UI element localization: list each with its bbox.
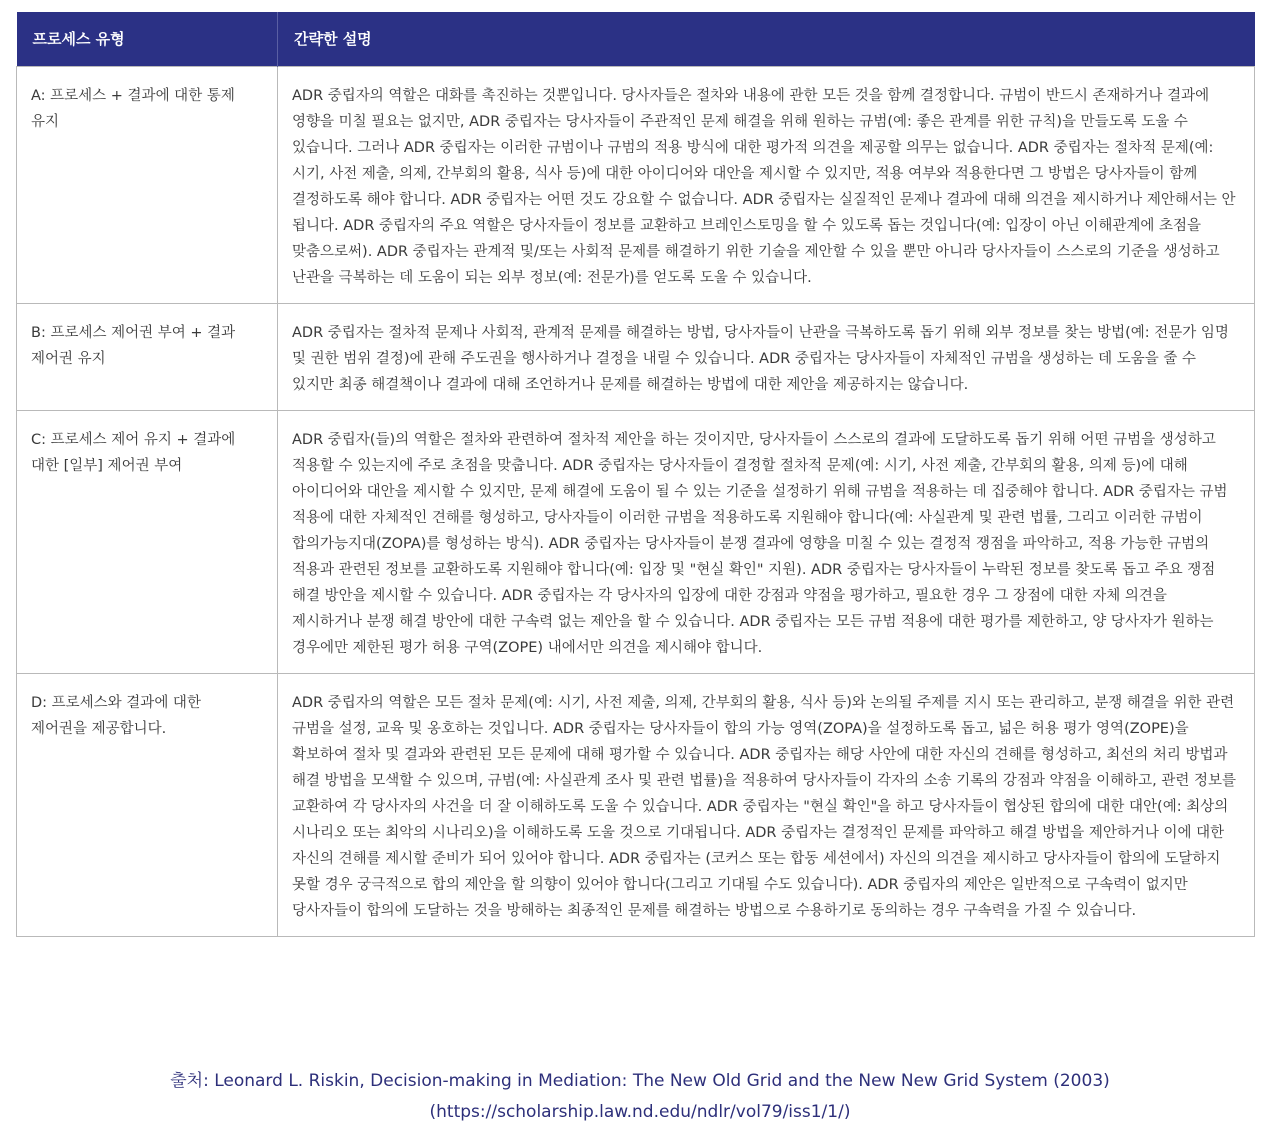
table-header-row	[17, 12, 1255, 66]
process-type-cell: D: 프로세스와 결과에 대한 제어권을 제공합니다.	[17, 673, 278, 936]
source-label: 출처	[170, 1071, 204, 1091]
process-type-cell: A: 프로세스 + 결과에 대한 통제 유지	[17, 66, 278, 303]
table-body	[17, 66, 1255, 936]
description-cell: ADR 중립자(들)의 역할은 절차와 관련하여 절차적 제안을 하는 것이지만, 당사자들이 스스로의 결과에 도달하도록 돕기 위해 어떤 규범을 생성하고 적용할 수 있는지에 주로 초점을 맞춥니다. ADR 중립자는 당사자들이 결정할 절차적 문제(예: 시기, 사전 제출, 간부회의 활용, 의제 등)에 대해 아이디어와 대안을 제시할 수 있지만, 문제 해결에 도움이 될 수 있는 기준을 설정하기 위해 규범을 적용하는 데 집중해야 합니다. ADR 중립자는 규범 적용에 대한 자체적인 견해를 형성하고, 당사자들이 이러한 규범을 적용하도록 지원해야 합니다(예: 사실관계 및 관련 법률, 그리고 이러한 규범이 합의가능지대(ZOPA)를 형성하는 방식). ADR 중립자는 당사자들이 분쟁 결과에 영향을 미칠 수 있는 결정적 쟁점을 파악하고, 적용 가능한 규범의 적용과 관련된 정보를 교환하도록 지원해야 합니다(예: 입장 및 "현실 확인" 지원). ADR 중립자는 당사자들이 누락된 정보를 찾도록 돕고 주요 쟁점 해결 방안을 제시할 수 있습니다. ADR 중립자는 각 당사자의 입장에 대한 강점과 약점을 평가하고, 필요한 경우 그 장점에 대한 자체 의견을 제시하거나 분쟁 해결 방안에 대한 구속력 없는 제안을 할 수 있습니다. ADR 중립자는 모든 규범 적용에 대한 평가를 제한하고, 양 당사자가 원하는 경우에만 제한된 평가 허용 구역(ZOPE) 내에서만 의견을 제시해야 합니다.	[278, 410, 1255, 673]
process-type-table	[16, 12, 1255, 937]
table-row	[17, 66, 1255, 303]
column-header-process-type: 프로세스 유형	[17, 12, 278, 66]
table-header	[17, 12, 1255, 66]
description-cell: ADR 중립자의 역할은 대화를 촉진하는 것뿐입니다. 당사자들은 절차와 내용에 관한 모든 것을 함께 결정합니다. 규범이 반드시 존재하거나 결과에 영향을 미칠 필요는 없지만, ADR 중립자는 당사자들이 주관적인 문제 해결을 위해 원하는 규범(예: 좋은 관계를 위한 규칙)을 만들도록 도울 수 있습니다. 그러나 ADR 중립자는 이러한 규범이나 규범의 적용 방식에 대한 평가적 의견을 제공할 의무는 없습니다. ADR 중립자는 절차적 문제(예: 시기, 사전 제출, 의제, 간부회의 활용, 식사 등)에 대한 아이디어와 대안을 제시할 수 있지만, 적용 여부와 적용한다면 그 방법은 당사자들이 함께 결정하도록 해야 합니다. ADR 중립자는 어떤 것도 강요할 수 없습니다. ADR 중립자는 실질적인 문제나 결과에 대해 의견을 제시하거나 제안해서는 안 됩니다. ADR 중립자의 주요 역할은 당사자들이 정보를 교환하고 브레인스토밍을 할 수 있도록 돕는 것입니다(예: 입장이 아닌 이해관계에 초점을 맞춤으로써). ADR 중립자는 관계적 및/또는 사회적 문제를 해결하기 위한 기술을 제안할 수 있을 뿐만 아니라 당사자들이 스스로의 기준을 생성하고 난관을 극복하는 데 도움이 되는 외부 정보(예: 전문가)를 얻도록 도울 수 있습니다.	[278, 66, 1255, 303]
column-header-description: 간략한 설명	[278, 12, 1255, 66]
table-row	[17, 303, 1255, 410]
table-row	[17, 673, 1255, 936]
description-cell: ADR 중립자는 절차적 문제나 사회적, 관계적 문제를 해결하는 방법, 당사자들이 난관을 극복하도록 돕기 위해 외부 정보를 찾는 방법(예: 전문가 임명 및 권한 범위 결정)에 관해 주도권을 행사하거나 결정을 내릴 수 있습니다. ADR 중립자는 당사자들이 자체적인 규범을 생성하는 데 도움을 줄 수 있지만 최종 해결책이나 결과에 대해 조언하거나 문제를 해결하는 방법에 대한 제안을 제공하지는 않습니다.	[278, 303, 1255, 410]
process-type-cell: C: 프로세스 제어 유지 + 결과에 대한 [일부] 제어권 부여	[17, 410, 278, 673]
source-citation	[0, 1066, 1280, 1128]
source-reference: : Leonard L. Riskin, Decision-making in Mediation: The New Old Grid and the New New Grid System (2003)	[203, 1071, 1110, 1091]
process-type-cell: B: 프로세스 제어권 부여 + 결과 제어권 유지	[17, 303, 278, 410]
table-row	[17, 410, 1255, 673]
source-line-1	[0, 1066, 1280, 1097]
description-cell: ADR 중립자의 역할은 모든 절차 문제(예: 시기, 사전 제출, 의제, 간부회의 활용, 식사 등)와 논의될 주제를 지시 또는 관리하고, 분쟁 해결을 위한 관련 규범을 설정, 교육 및 옹호하는 것입니다. ADR 중립자는 당사자들이 합의 가능 영역(ZOPA)을 설정하도록 돕고, 넓은 허용 평가 영역(ZOPE)을 확보하여 절차 및 결과와 관련된 모든 문제에 대해 평가할 수 있습니다. ADR 중립자는 해당 사안에 대한 자신의 견해를 형성하고, 최선의 처리 방법과 해결 방법을 모색할 수 있으며, 규범(예: 사실관계 조사 및 관련 법률)을 적용하여 당사자들이 각자의 소송 기록의 강점과 약점을 이해하고, 관련 정보를 교환하여 각 당사자의 사건을 더 잘 이해하도록 도울 수 있습니다. ADR 중립자는 "현실 확인"을 하고 당사자들이 협상된 합의에 대한 대안(예: 최상의 시나리오 또는 최악의 시나리오)을 이해하도록 도울 것으로 기대됩니다. ADR 중립자는 결정적인 문제를 파악하고 해결 방법을 제안하거나 이에 대한 자신의 견해를 제시할 준비가 되어 있어야 합니다. ADR 중립자는 (코커스 또는 합동 세션에서) 자신의 의견을 제시하고 당사자들이 합의에 도달하지 못할 경우 궁극적으로 합의 제안을 할 의향이 있어야 합니다(그리고 기대될 수도 있습니다). ADR 중립자의 제안은 일반적으로 구속력이 없지만 당사자들이 합의에 도달하는 것을 방해하는 최종적인 문제를 해결하는 방법으로 수용하기로 동의하는 경우 구속력을 가질 수 있습니다.	[278, 673, 1255, 936]
source-url: (https://scholarship.law.nd.edu/ndlr/vol79/iss1/1/)	[429, 1102, 851, 1122]
